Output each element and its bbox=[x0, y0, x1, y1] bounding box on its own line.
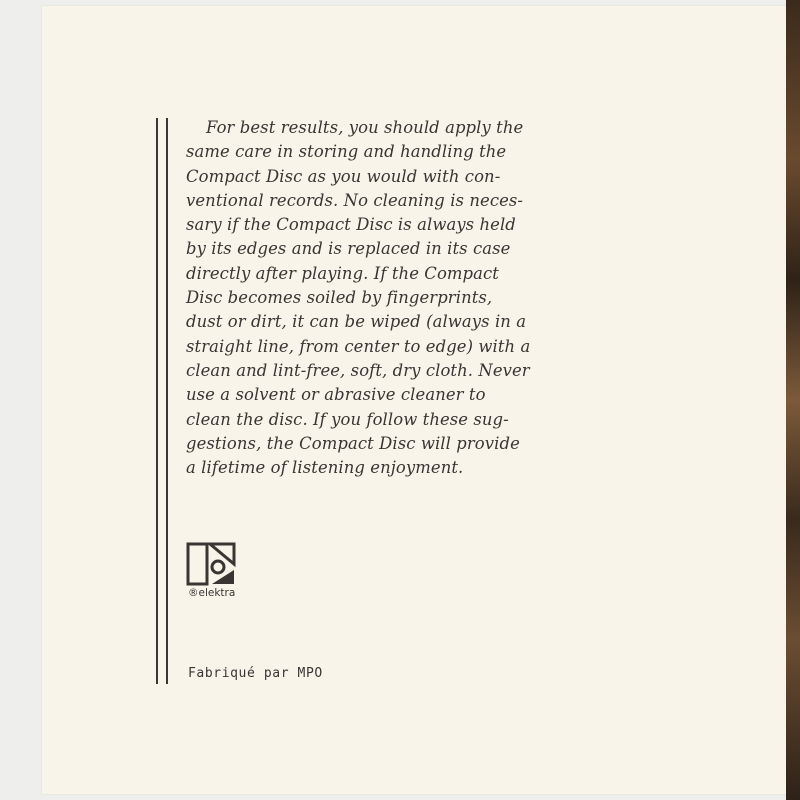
elektra-logo-icon bbox=[186, 542, 238, 588]
care-line-1: For best results, you should apply the bbox=[206, 118, 524, 137]
care-line-9: dust or dirt, it can be wiped (always in a bbox=[186, 312, 527, 332]
care-line-8: Disc becomes soiled by fingerprints, bbox=[186, 288, 493, 308]
right-vertical-rule bbox=[166, 118, 168, 684]
care-line-14: gestions, the Compact Disc will provide bbox=[186, 433, 520, 453]
care-line-12: use a solvent or abrasive cleaner to bbox=[186, 385, 486, 405]
booklet-spine-edge bbox=[786, 0, 800, 800]
elektra-logo bbox=[186, 542, 242, 606]
care-line-4: ventional records. No cleaning is neces- bbox=[186, 190, 524, 210]
elektra-wordmark: ®elektra bbox=[188, 587, 236, 599]
left-vertical-rule bbox=[156, 118, 158, 684]
care-line-2: same care in storing and handling the bbox=[186, 142, 507, 162]
care-line-13: clean the disc. If you follow these sug- bbox=[186, 409, 509, 429]
care-line-11: clean and lint-free, soft, dry cloth. Never bbox=[186, 360, 530, 380]
care-line-15: a lifetime of listening enjoyment. bbox=[186, 458, 464, 478]
care-line-7: directly after playing. If the Compact bbox=[186, 263, 499, 283]
care-line-10: straight line, from center to edge) with a bbox=[186, 336, 531, 356]
care-line-3: Compact Disc as you would with con- bbox=[186, 166, 501, 186]
care-instructions-paragraph bbox=[186, 116, 586, 480]
care-line-6: by its edges and is replaced in its case bbox=[186, 239, 511, 259]
care-line-5: sary if the Compact Disc is always held bbox=[186, 215, 516, 235]
manufacturer-note: Fabriqué par MPO bbox=[188, 666, 323, 681]
